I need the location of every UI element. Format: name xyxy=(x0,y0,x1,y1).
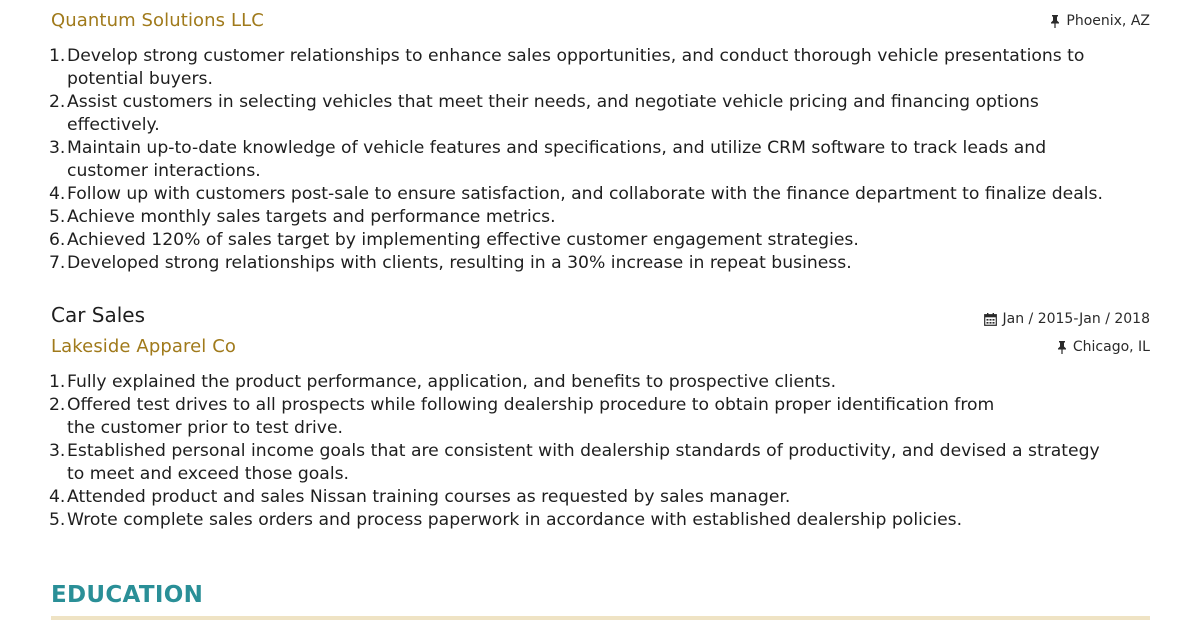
duty-item xyxy=(0,137,1103,183)
duty-item xyxy=(0,45,1103,91)
duty-number: 6. xyxy=(49,230,66,250)
duty-number: 4. xyxy=(49,487,66,507)
duty-text-line: effectively. xyxy=(67,115,160,135)
duty-text-line: Fully explained the product performance, application, and benefits to prospective clients. xyxy=(67,372,837,392)
duty-item xyxy=(0,371,1100,394)
duty-item xyxy=(0,229,1103,252)
duty-text-line: Established personal income goals that are consistent with dealership standards of productivity, and devised a strategy xyxy=(67,441,1100,461)
duty-number: 5. xyxy=(49,207,66,227)
duty-text-line: customer interactions. xyxy=(67,161,261,181)
duty-text-line: Attended product and sales Nissan training courses as requested by sales manager. xyxy=(67,487,791,507)
duty-number: 4. xyxy=(49,184,66,204)
duty-number: 3. xyxy=(49,138,66,158)
duty-text-line: Wrote complete sales orders and process paperwork in accordance with established dealership policies. xyxy=(67,510,963,530)
duty-item xyxy=(0,486,1100,509)
duty-number: 3. xyxy=(49,441,66,461)
job-location xyxy=(1057,339,1150,355)
duty-number: 2. xyxy=(49,92,66,112)
duty-item xyxy=(0,509,1100,532)
duty-number: 2. xyxy=(49,395,66,415)
section-heading-education: EDUCATION xyxy=(51,582,204,608)
duty-item xyxy=(0,252,1103,275)
duty-number: 1. xyxy=(49,46,66,66)
job-dates xyxy=(984,311,1151,327)
duty-item xyxy=(0,91,1103,137)
duty-item xyxy=(0,206,1103,229)
duty-text-line: Offered test drives to all prospects while following dealership procedure to obtain proper identification from xyxy=(67,395,995,415)
duty-number: 7. xyxy=(49,253,66,273)
duty-text-line: Develop strong customer relationships to enhance sales opportunities, and conduct thorough vehicle presentations to xyxy=(67,46,1085,66)
duties-list xyxy=(0,371,1100,532)
duty-text-line: Maintain up-to-date knowledge of vehicle features and specifications, and utilize CRM software to track leads and xyxy=(67,138,1047,158)
duty-text-line: potential buyers. xyxy=(67,69,213,89)
pin-icon xyxy=(1050,15,1060,28)
job-title: Car Sales xyxy=(51,303,146,327)
duty-text-line: Assist customers in selecting vehicles that meet their needs, and negotiate vehicle pricing and financing options xyxy=(67,92,1039,112)
duty-number: 5. xyxy=(49,510,66,530)
duty-text-line: Achieved 120% of sales target by implementing effective customer engagement strategies. xyxy=(67,230,859,250)
duty-item xyxy=(0,183,1103,206)
duty-text-line: Follow up with customers post-sale to ensure satisfaction, and collaborate with the finance department to finalize deals. xyxy=(67,184,1103,204)
pin-icon xyxy=(1057,341,1067,354)
duty-text-line: Achieve monthly sales targets and performance metrics. xyxy=(67,207,556,227)
duty-text-line: Developed strong relationships with clients, resulting in a 30% increase in repeat business. xyxy=(67,253,852,273)
dates-text: Jan / 2015-Jan / 2018 xyxy=(1002,311,1150,327)
duties-list xyxy=(0,45,1103,275)
duty-item xyxy=(0,440,1100,486)
location-text: Chicago, IL xyxy=(1072,339,1150,355)
duty-text-line: the customer prior to test drive. xyxy=(67,418,344,438)
duty-number: 1. xyxy=(49,372,66,392)
location-text: Phoenix, AZ xyxy=(1066,13,1150,29)
company-name: Quantum Solutions LLC xyxy=(51,10,264,31)
job-location xyxy=(1050,13,1150,29)
duty-text-line: to meet and exceed those goals. xyxy=(67,464,350,484)
duty-item xyxy=(0,394,1100,440)
company-name: Lakeside Apparel Co xyxy=(51,336,236,357)
section-divider xyxy=(51,616,1150,620)
calendar-icon xyxy=(984,313,997,326)
